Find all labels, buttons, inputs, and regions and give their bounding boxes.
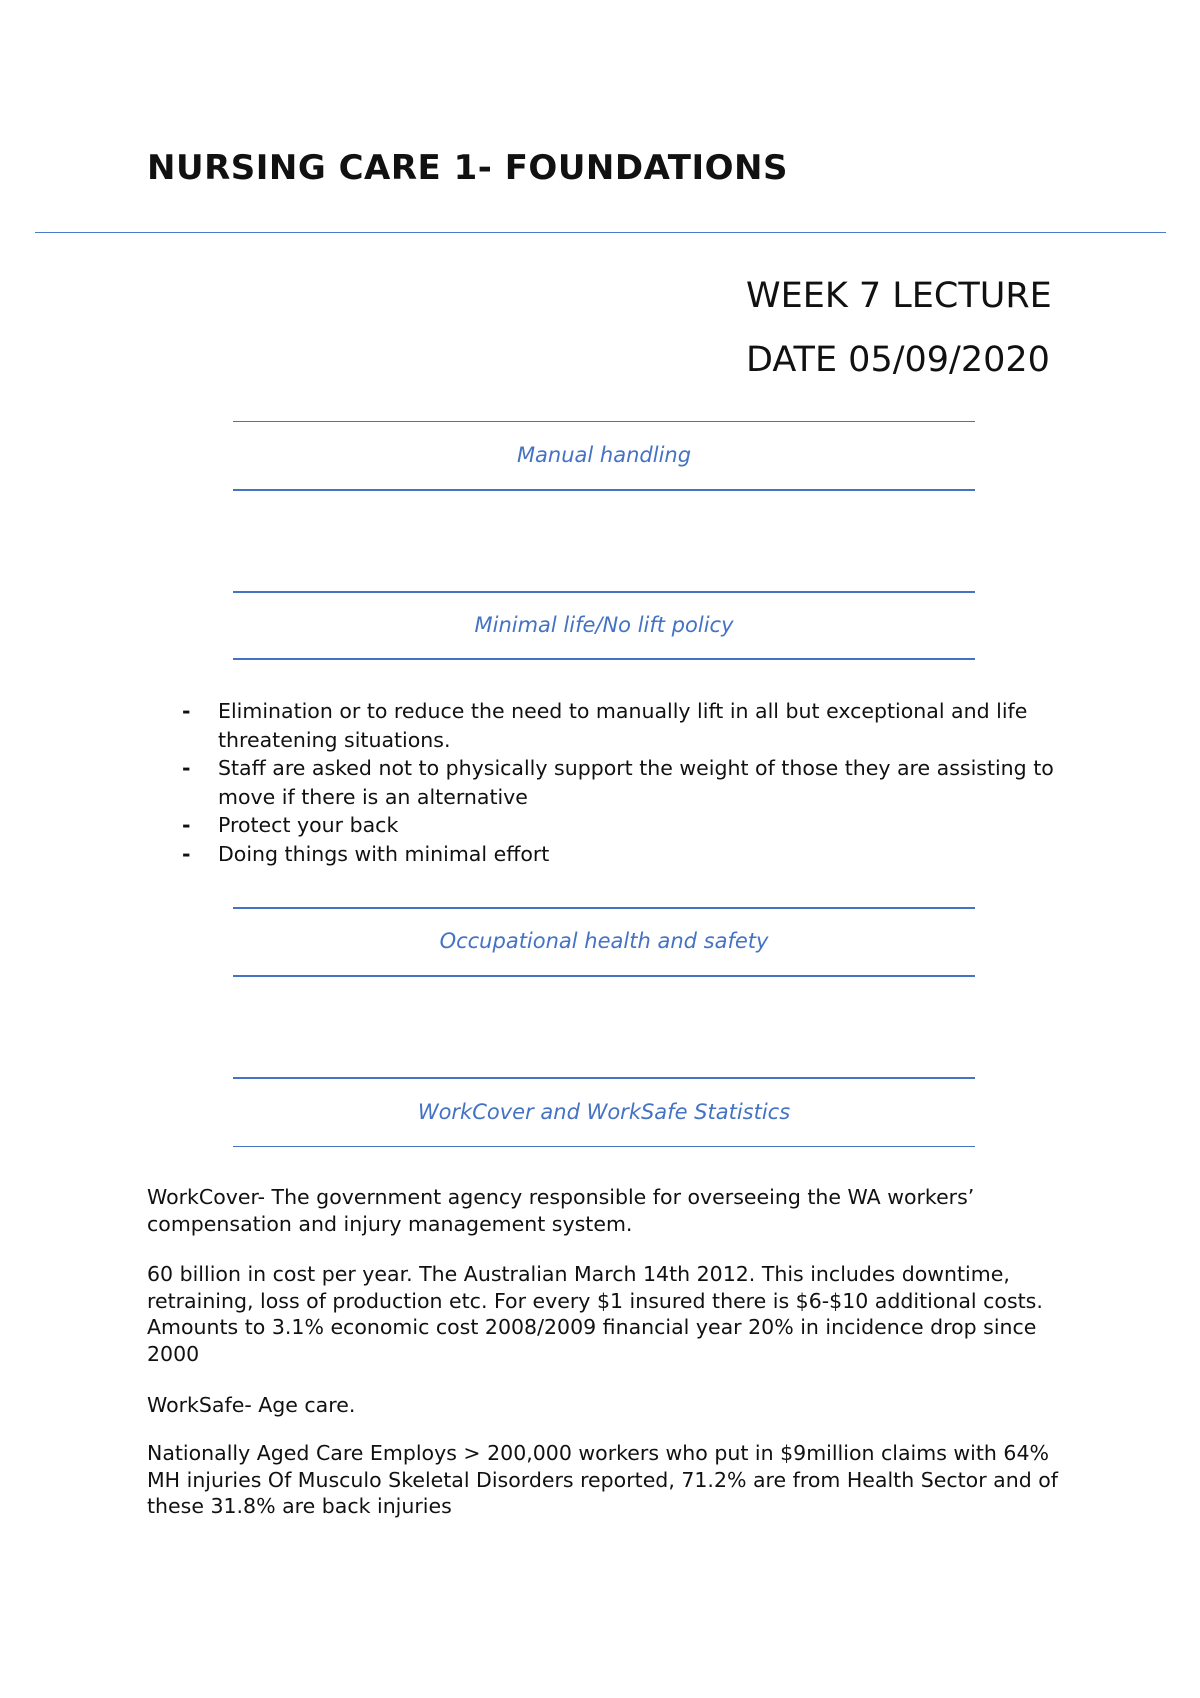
section-rule-bottom bbox=[233, 1146, 975, 1147]
bullet-marker: - bbox=[182, 699, 191, 723]
bullet-text: Elimination or to reduce the need to manually lift in all but exceptional and life threatening situations. bbox=[218, 699, 1028, 752]
paragraph-workcover: WorkCover- The government agency responsible for overseeing the WA workers’ compensation and injury management system. bbox=[147, 1185, 975, 1236]
bullet-text: Doing things with minimal effort bbox=[218, 841, 550, 866]
section-rule-bottom bbox=[233, 975, 975, 977]
section-heading-workcover-stats: WorkCover and WorkSafe Statistics bbox=[417, 1100, 791, 1124]
document-title: NURSING CARE 1- FOUNDATIONS bbox=[147, 148, 788, 188]
paragraph-aged-care: Nationally Aged Care Employs > 200,000 workers who put in $9million claims with 64% MH injuries Of Musculo Skeletal Disorders reported, 71.2% are from Health Sector and of these 31.8% are back injuries bbox=[147, 1441, 1058, 1518]
policy-bullet-list bbox=[182, 697, 1082, 868]
bullet-text: Protect your back bbox=[218, 813, 399, 837]
section-rule-top bbox=[233, 591, 975, 593]
section-heading-manual-handling: Manual handling bbox=[516, 443, 692, 467]
paragraph-cost: 60 billion in cost per year. The Australian March 14th 2012. This includes downtime, retraining, loss of production etc. For every $1 insured there is $6-$10 additional costs. Amounts to 3.1% economic cost 2008/2009 financial year 20% in incidence drop since 2000 bbox=[147, 1262, 1043, 1366]
section-rule-bottom bbox=[233, 658, 975, 660]
section-rule-top bbox=[233, 907, 975, 909]
lecture-week: WEEK 7 LECTURE bbox=[746, 276, 1052, 316]
list-item bbox=[182, 840, 1082, 869]
lecture-date: DATE 05/09/2020 bbox=[746, 340, 1050, 380]
bullet-marker: - bbox=[182, 813, 191, 837]
title-divider bbox=[35, 232, 1166, 233]
section-rule-top bbox=[233, 1077, 975, 1079]
bullet-marker: - bbox=[182, 841, 191, 866]
list-item bbox=[182, 754, 1082, 811]
list-item bbox=[182, 697, 1082, 754]
paragraph-worksafe: WorkSafe- Age care. bbox=[147, 1393, 356, 1417]
section-rule-bottom bbox=[233, 489, 975, 491]
bullet-text: Staff are asked not to physically support the weight of those they are assisting to move if there is an alternative bbox=[218, 756, 1054, 809]
list-item bbox=[182, 811, 1082, 840]
section-heading-minimal-lift: Minimal life/No lift policy bbox=[474, 613, 734, 637]
section-rule-top bbox=[233, 421, 975, 422]
section-heading-ohs: Occupational health and safety bbox=[439, 929, 769, 953]
bullet-marker: - bbox=[182, 756, 191, 780]
